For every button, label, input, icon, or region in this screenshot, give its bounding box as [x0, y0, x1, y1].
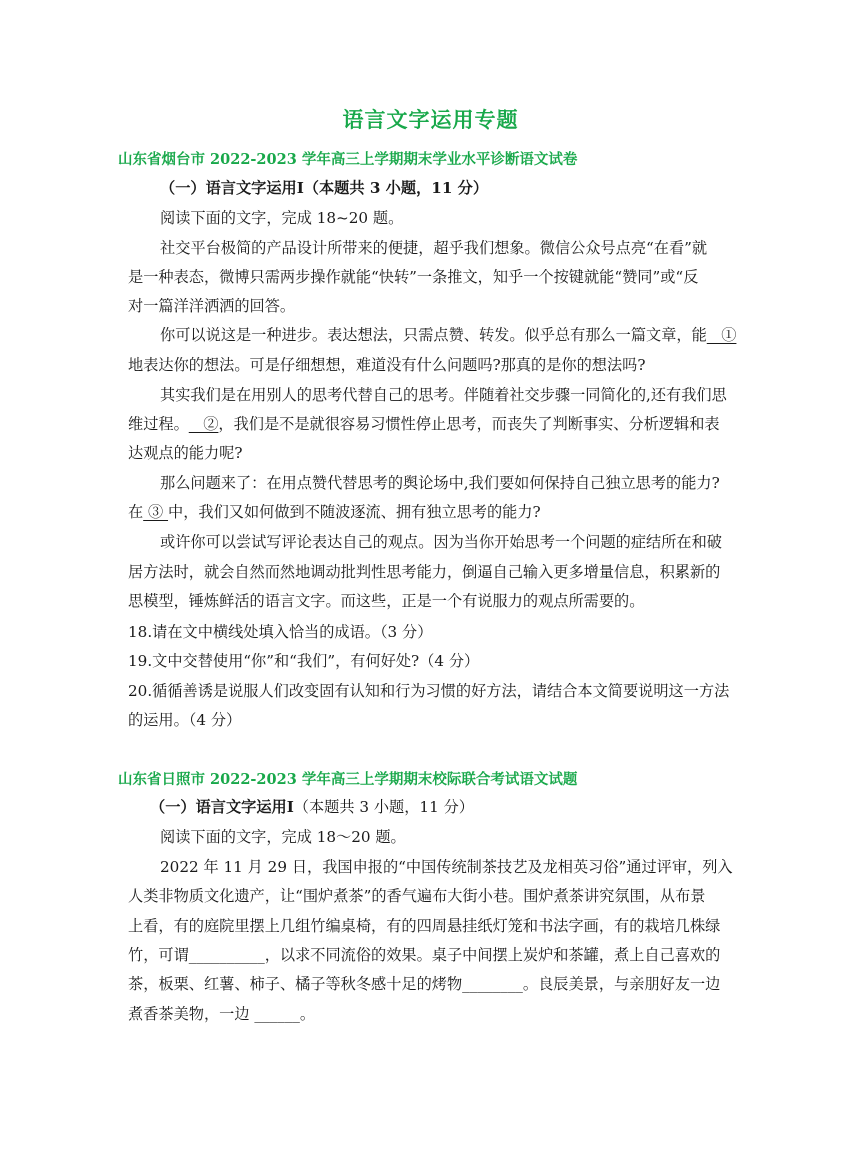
paragraph-line: 达观点的能力呢? — [128, 444, 243, 462]
section2-heading — [150, 797, 474, 817]
question-19: 19.文中交替使用“你”和“我们”，有何好处?（4 分） — [128, 652, 480, 670]
paragraph-text: 维过程。 — [128, 415, 189, 433]
paragraph-line: 那么问题来了：在用点赞代替思考的舆论场中,我们要如何保持自己独立思考的能力? — [160, 474, 720, 492]
paragraph-text: 你可以说这是一种进步。表达想法，只需点赞、转发。似乎总有那么一篇文章，能 — [160, 326, 707, 344]
paragraph-line: 人类非物质文化遗产，让“围炉煮茶”的香气遍布大街小巷。围炉煮茶讲究氛围，从布景 — [128, 887, 706, 905]
question-18: 18.请在文中横线处填入恰当的成语。（3 分） — [128, 623, 433, 641]
paragraph-line: 对一篇洋洋洒洒的回答。 — [128, 297, 296, 315]
paragraph-line — [128, 502, 541, 522]
paragraph-text: 中，我们又如何做到不随波逐流、拥有独立思考的能力? — [168, 503, 541, 521]
paragraph-line: 其实我们是在用别人的思考代替自己的思考。伴随着社交步骤一同简化的,还有我们思 — [160, 386, 727, 404]
section1-source: 山东省烟台市 2022-2023 学年高三上学期期末学业水平诊断语文试卷 — [118, 151, 578, 168]
paragraph-line: 上看，有的庭院里摆上几组竹编桌椅，有的四周悬挂纸灯笼和书法字画，有的栽培几株绿 — [128, 917, 721, 935]
section2-source: 山东省日照市 2022-2023 学年高三上学期期末校际联合考试语文试题 — [118, 771, 578, 788]
section2-heading-rest: （本题共 3 小题，11 分） — [293, 798, 474, 816]
paragraph-line: 2022 年 11 月 29 日，我国申报的“中国传统制茶技艺及龙相英习俗”通过评审，列入 — [160, 858, 733, 876]
paragraph-line: 地表达你的想法。可是仔细想想，难道没有什么问题吗?那真的是你的想法吗? — [128, 356, 646, 374]
fill-blank-3: ③ — [143, 503, 169, 521]
section2-heading-bold: （一）语言文字运用Ⅰ — [150, 798, 294, 816]
paragraph-line: 居方法时，就会自然而然地调动批判性思考能力，倒逼自己输入更多增量信息，积累新的 — [128, 563, 721, 581]
section2-intro: 阅读下面的文字，完成 18～20 题。 — [160, 828, 406, 846]
paragraph-text: ，我们是不是就很容易习惯性停止思考，而丧失了判断事实、分析逻辑和表 — [218, 415, 720, 433]
section1-heading: （一）语言文字运用Ⅰ（本题共 3 小题，11 分） — [160, 179, 489, 197]
fill-blank-1: ① — [706, 326, 737, 344]
question-20-cont: 的运用。（4 分） — [128, 711, 242, 729]
paragraph-line: 竹，可谓__________，以求不同流俗的效果。桌子中间摆上炭炉和茶罐，煮上自己喜欢的 — [128, 946, 721, 964]
page-title: 语言文字运用专题 — [342, 107, 519, 132]
paragraph-line: 是一种表态，微博只需两步操作就能“快转”一条推文，知乎一个按键就能“赞同”或“反 — [128, 268, 699, 286]
paragraph-line: 思模型，锤炼鲜活的语言文字。而这些，正是一个有说服力的观点所需要的。 — [128, 592, 645, 610]
paragraph-line: 煮香茶美物，一边 ______。 — [128, 1005, 316, 1023]
paragraph-line: 茶，板栗、红薯、柿子、橘子等秋冬感十足的烤物________。良辰美景，与亲朋好友一边 — [128, 975, 721, 993]
paragraph-line — [128, 414, 720, 434]
fill-blank-2: ② — [188, 415, 219, 433]
paragraph-line: 社交平台极简的产品设计所带来的便捷，超乎我们想象。微信公众号点亮“在看”就 — [160, 239, 708, 257]
section1-intro: 阅读下面的文字，完成 18~20 题。 — [160, 209, 404, 227]
question-20: 20.循循善诱是说服人们改变固有认知和行为习惯的好方法，请结合本文简要说明这一方法 — [128, 682, 730, 700]
paragraph-line: 或许你可以尝试写评论表达自己的观点。因为当你开始思考一个问题的症结所在和破 — [160, 533, 722, 551]
paragraph-text: 在 — [128, 503, 144, 521]
paragraph-line — [160, 325, 736, 345]
